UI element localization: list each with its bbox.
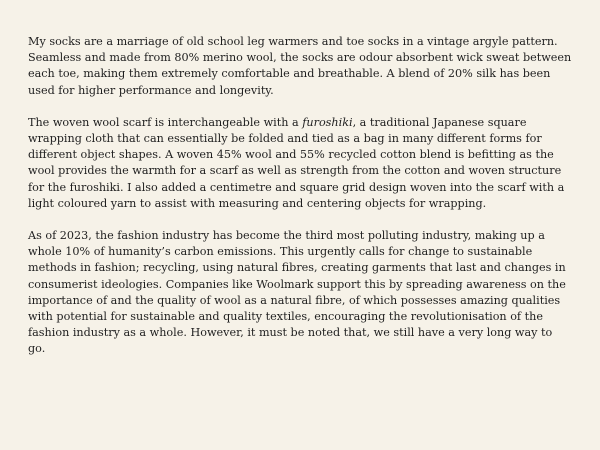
paragraph-socks: My socks are a marriage of old school leg warmers and toe socks in a vintage argyle pattern. Seamless and made from 80% merino wool, the socks are odour absorbent wick sweat between each toe, making them extremely comfortable and breathable. A blend of 20% silk has been used for higher performance and longevity.	[28, 35, 572, 97]
paragraph-scarf-text-end: , a traditional Japanese square wrapping cloth that can essentially be folded and tied as a bag in many different forms for different object shapes. A woven 45% wool and 55% recycled cotton blend is befitting as the wool provides the warmth for a scarf as well as strength from the cotton and woven structure for the furoshiki. I also added a centimetre and square grid design woven into the scarf with a light coloured yarn to assist with measuring and centering objects for wrapping.	[28, 115, 565, 210]
paragraph-scarf-text-start: The woven wool scarf is interchangeable with a	[28, 115, 303, 129]
paragraph-fashion-industry: As of 2023, the fashion industry has become the third most polluting industry, making up a whole 10% of humanity’s carbon emissions. This urgently calls for change to sustainable methods in fashion; recycling, using natural fibres, creating garments that last and changes in consumerist ideologies. Companies like Woolmark support this by spreading awareness on the importance of and the quality of wool as a natural fibre, of which possesses amazing qualities with potential for sustainable and quality textiles, encouraging the revolutionisation of the fashion industry as a whole. However, it must be noted that, we still have a very long way to go.	[28, 229, 566, 356]
paragraph-scarf	[28, 115, 572, 212]
furoshiki-term: furoshiki	[302, 115, 353, 129]
